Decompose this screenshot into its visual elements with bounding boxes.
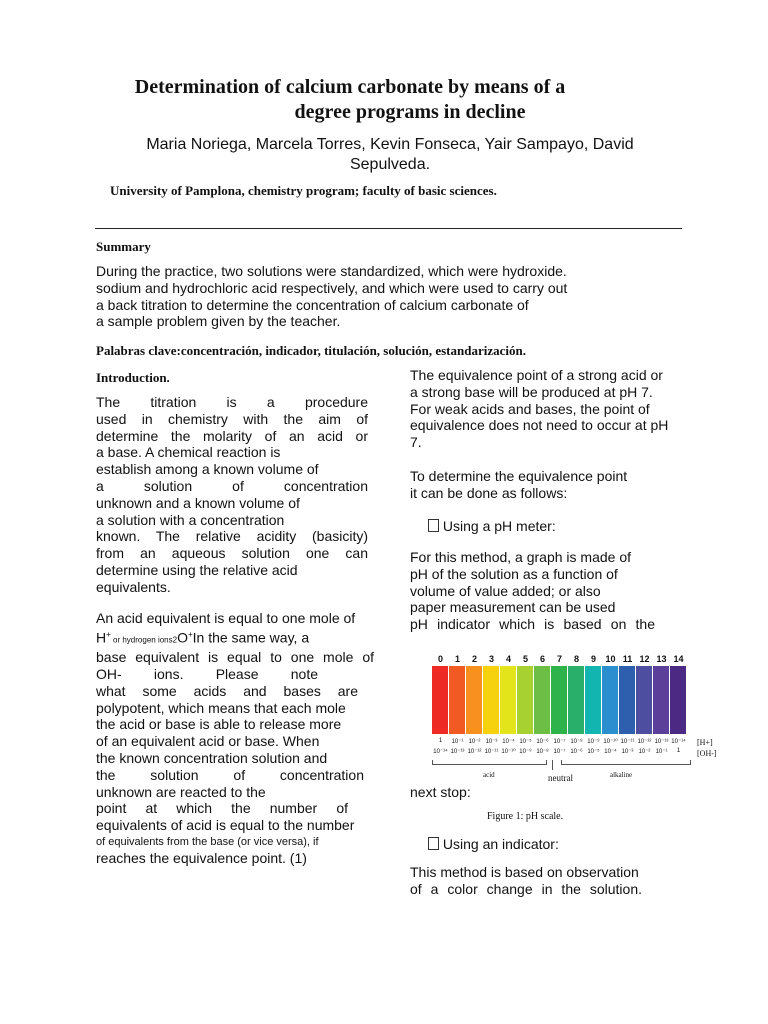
indicator-paragraph: [410, 864, 642, 898]
ph-number-label: 5: [522, 654, 528, 664]
body-line: The equivalence point of a strong acid or: [410, 367, 663, 383]
h-concentration-label: 10⁻¹: [451, 739, 464, 745]
alkaline-label: alkaline: [610, 771, 633, 779]
ph-color-bar: [636, 666, 652, 734]
ph-number-label: 0: [437, 654, 443, 664]
ph-color-bar: [449, 666, 465, 734]
ph-scale-figure: [420, 652, 720, 787]
affiliation: University of Pamplona, chemistry program; faculty of basic sciences.: [110, 183, 497, 198]
intro-line: unknown are reacted to the: [96, 783, 266, 800]
h-concentration-label: 10⁻⁷: [553, 739, 566, 745]
oh-concentration-label: 10⁻³: [621, 749, 634, 755]
body-line: For weak acids and bases, the point of: [410, 400, 650, 417]
intro-line: used in chemistry with the aim of: [96, 410, 368, 427]
intro-line: of an equivalent acid or base. When: [96, 733, 320, 750]
paper-title-line2: degree programs in decline: [294, 101, 526, 123]
ph-color-bar: [483, 666, 499, 734]
ph-number-label: 7: [556, 654, 562, 664]
intro-line: the acid or base is able to release more: [96, 716, 342, 733]
ph-color-bar: [466, 666, 482, 734]
intro-line: from an aqueous solution one can: [96, 545, 368, 562]
figure-caption: Figure 1: pH scale.: [487, 811, 564, 822]
oh-concentration-label: 10⁻¹²: [467, 749, 482, 755]
oh-concentration-label: 10⁻⁵: [587, 749, 600, 755]
oh-concentration-label: 10⁻⁸: [536, 749, 549, 755]
h-concentration-label: 10⁻³: [485, 739, 498, 745]
ph-number-label: 1: [454, 654, 460, 664]
authors-line1: Maria Noriega, Marcela Torres, Kevin Fonseca, Yair Sampayo, David: [146, 136, 634, 153]
bullet-glyph-icon: [428, 837, 439, 850]
ph-number-label: 6: [539, 654, 545, 664]
intro-line: reaches the equivalence point. (1): [96, 850, 307, 867]
intro-line: the known concentration solution and: [96, 750, 328, 767]
intro-line: unknown and a known volume of: [96, 494, 300, 511]
intro-line: equivalents.: [96, 578, 171, 595]
body-line: paper measurement can be used: [410, 599, 616, 616]
h-concentration-label: 10⁻¹⁰: [603, 739, 618, 745]
ph-color-bar: [568, 666, 584, 734]
intro-line: a base. A chemical reaction is: [96, 444, 281, 461]
h-concentration-label: 1: [438, 738, 443, 744]
h-concentration-label: 10⁻¹⁴: [671, 739, 686, 745]
intro-paragraph-2: [96, 610, 374, 867]
h-concentration-label: 10⁻⁸: [570, 739, 583, 745]
ph-color-bar: [619, 666, 635, 734]
oh-concentration-label: 10⁻²: [638, 749, 651, 755]
ph-color-bar: [670, 666, 686, 734]
alkaline-bracket: [561, 760, 691, 765]
body-line: pH of the solution as a function of: [410, 565, 618, 582]
intro-line-ions: H+ or hydrogen ions2O+In the same way, a: [96, 629, 310, 646]
ph-number-label: 8: [573, 654, 579, 664]
oh-concentration-label: 10⁻¹⁰: [501, 749, 516, 755]
equivalence-paragraph: [410, 367, 668, 451]
intro-paragraph-1: [96, 394, 368, 596]
intro-line: determine using the relative acid: [96, 561, 298, 578]
body-line: it can be done as follows:: [410, 484, 568, 501]
body-line: volume of value added; or also: [410, 582, 601, 599]
body-line: pH indicator which is based on the: [410, 616, 655, 633]
h-concentration-label: 10⁻²: [468, 739, 481, 745]
ph-meter-paragraph: [410, 549, 655, 633]
intro-line: An acid equivalent is equal to one mole of: [96, 610, 356, 626]
ph-number-label: 12: [639, 654, 650, 664]
ph-number-label: 3: [488, 654, 494, 664]
authors-line2: Sepulveda.: [349, 156, 431, 173]
summary-line: During the practice, two solutions were standardized, which were hydroxide.: [96, 263, 567, 279]
oh-ion-label: [OH-]: [697, 749, 717, 758]
introduction-heading: Introduction.: [96, 370, 170, 385]
intro-line: The titration is a procedure: [96, 394, 368, 410]
oh-concentration-label: 10⁻¹³: [450, 749, 465, 755]
summary-body: [96, 263, 567, 330]
h-ion-label: [H+]: [697, 738, 713, 747]
ph-number-label: 2: [471, 654, 477, 664]
oh-concentration-label: 10⁻¹⁴: [433, 749, 448, 755]
h-concentration-label: 10⁻⁶: [536, 739, 549, 745]
h-concentration-label: 10⁻⁹: [587, 739, 600, 745]
oh-concentration-label: 10⁻¹: [655, 749, 668, 755]
ph-color-bar: [517, 666, 533, 734]
body-line: 7.: [410, 434, 422, 451]
intro-line: establish among a known volume of: [96, 461, 319, 478]
next-stop-text: next stop:: [410, 784, 471, 800]
ph-number-label: 14: [673, 654, 684, 664]
intro-line: OH- ions. Please note: [96, 666, 318, 683]
h-concentration-label: 10⁻⁵: [519, 739, 532, 745]
bullet-glyph-icon: [428, 519, 439, 532]
body-line: a strong base will be produced at pH 7.: [410, 383, 653, 400]
intro-line: point at which the number of: [96, 800, 348, 817]
bullet-ph-meter: Using a pH meter:: [428, 518, 556, 534]
summary-line: a back titration to determine the concentration of calcium carbonate of: [96, 296, 529, 313]
ph-number-label: 9: [590, 654, 596, 664]
oh-concentration-label: 10⁻⁷: [553, 749, 566, 755]
body-line: equivalence does not need to occur at pH: [410, 417, 669, 434]
ph-number-label: 13: [656, 654, 667, 664]
body-line: For this method, a graph is made of: [410, 549, 631, 565]
determine-paragraph: [410, 468, 627, 502]
ph-color-bar: [500, 666, 516, 734]
summary-line: a sample problem given by the teacher.: [96, 313, 341, 330]
ph-color-bar: [585, 666, 601, 734]
intro-line: of equivalents from the base (or vice versa), if: [96, 836, 319, 849]
intro-line: known. The relative acidity (basicity): [96, 528, 368, 545]
acid-bracket: [432, 760, 547, 765]
body-line: This method is based on observation: [410, 864, 639, 880]
summary-heading: Summary: [96, 239, 151, 254]
intro-line: polypotent, which means that each mole: [96, 699, 346, 716]
neutral-label: neutral: [548, 773, 573, 783]
ph-color-bar: [432, 666, 448, 734]
oh-concentration-label: 10⁻⁴: [604, 749, 617, 755]
h-concentration-label: 10⁻¹¹: [620, 739, 635, 745]
ph-color-bar: [534, 666, 550, 734]
acid-label: acid: [483, 771, 495, 779]
oh-concentration-label: 1: [676, 748, 681, 754]
ph-color-bar: [602, 666, 618, 734]
bullet-indicator: Using an indicator:: [428, 836, 559, 852]
intro-line: what some acids and bases are: [96, 682, 358, 699]
intro-line: base equivalent is equal to one mole of: [96, 649, 374, 666]
ph-number-label: 10: [605, 654, 616, 664]
ph-number-label: 11: [622, 654, 633, 664]
h-concentration-label: 10⁻¹³: [654, 739, 669, 745]
ph-number-label: 4: [505, 654, 511, 664]
paper-title-line1: Determination of calcium carbonate by means of a: [134, 76, 566, 98]
oh-concentration-label: 10⁻⁶: [570, 749, 583, 755]
intro-line: the solution of concentration: [96, 766, 364, 783]
ph-color-bar: [653, 666, 669, 734]
header-divider: [95, 228, 682, 229]
neutral-tick: [552, 760, 553, 770]
intro-line: determine the molarity of an acid or: [96, 427, 368, 444]
h-concentration-label: 10⁻¹²: [637, 739, 652, 745]
oh-concentration-label: 10⁻¹¹: [484, 749, 499, 755]
summary-line: sodium and hydrochloric acid respectively, and which were used to carry out: [96, 279, 568, 296]
oh-concentration-label: 10⁻⁹: [519, 749, 532, 755]
keywords: Palabras clave:concentración, indicador, titulación, solución, estandarización.: [96, 343, 526, 358]
ph-color-bar: [551, 666, 567, 734]
body-line: of a color change in the solution.: [410, 880, 642, 897]
intro-line: a solution with a concentration: [96, 511, 285, 528]
body-line: To determine the equivalence point: [410, 468, 628, 484]
h-concentration-label: 10⁻⁴: [502, 739, 515, 745]
intro-line: a solution of concentration: [96, 477, 368, 494]
intro-line: equivalents of acid is equal to the number: [96, 817, 355, 834]
